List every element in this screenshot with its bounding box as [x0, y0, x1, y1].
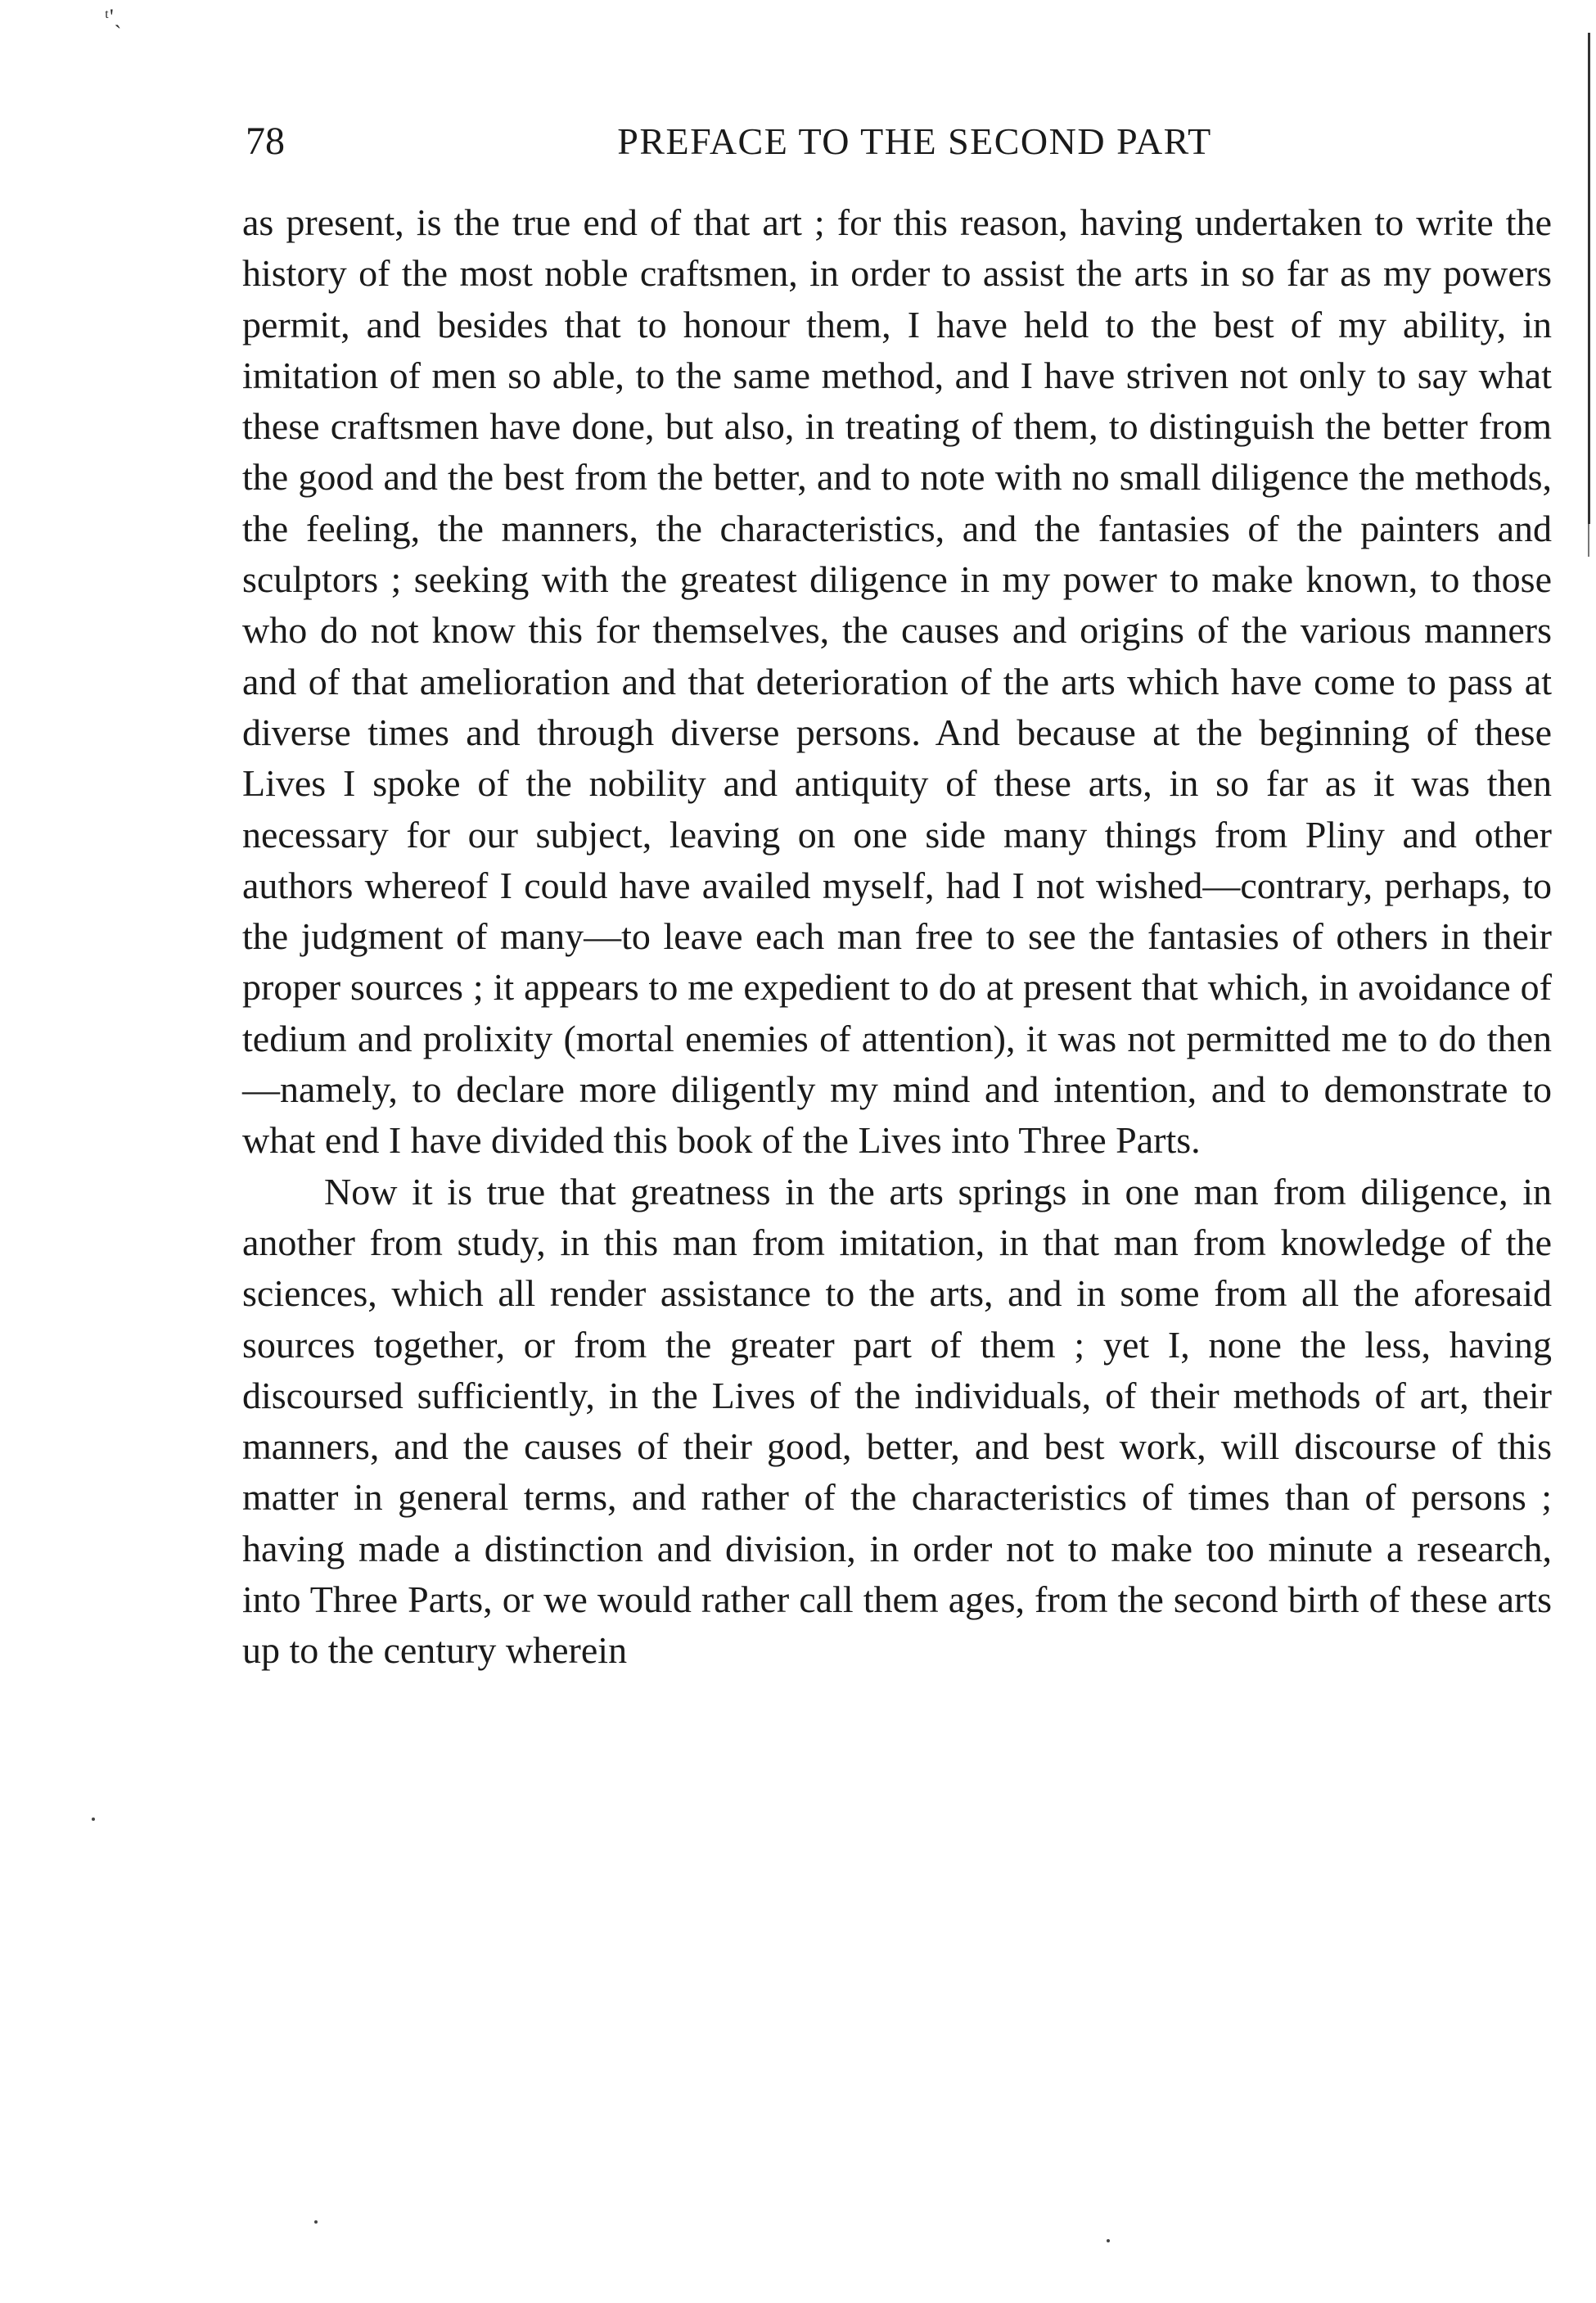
scan-speck [92, 1818, 95, 1821]
paragraph: Now it is true that greatness in the arts springs in one man from diligence, in another from study, in this man from imitation, in that man from knowledge of the sciences, which all render assistance to the arts, and in some from all the aforesaid sources together, or from the greater part of them ; yet I, none the less, having discoursed sufficiently, in the Lives of the individuals, of their methods of art, their manners, and the causes of their good, better, and best work, will discourse of this matter in general terms, and rather of the characteristics of times than of persons ; having made a distinction and division, in order not to make too minute a research, into Three Parts, or we would rather call them ages, from the second birth of these arts up to the century wherein [242, 1170, 1552, 1672]
page-number: 78 [246, 120, 285, 163]
running-head: PREFACE TO THE SECOND PART [617, 120, 1212, 162]
scan-edge-line [1588, 33, 1590, 524]
paragraph: as present, is the true end of that art ; for this reason, having undertaken to write the history of the most noble craftsmen, in order to assist the arts in so far as my powers permit, and besides that to honour them, I have held to the best of my ability, in imitation of men so able, to the same method, and I have striven not only to say what these craftsmen have done, but also, in treating of them, to distinguish the better from the good and the best from the better, and to note with no small diligence the methods, the feeling, the manners, the characteristics, and the fantasies of the painters and sculptors ; seeking with the greatest diligence in my power to make known, to those who do not know this for themselves, the causes and origins of the various manners and of that amelioration and that deterioration of the arts which have come to pass at diverse times and through diverse persons. And because at the beginning of these Lives I spoke of the nobility and antiquity of these arts, in so far as it was then necessary for our subject, leaving on one side many things from Pliny and other authors whereof I could have availed myself, had I not wished—contrary, perhaps, to the judgment of many—to leave each man free to see the fantasies of others in their proper sources ; it appears to me expedient to do at present that which, in avoidance of tedium and prolixity (mortal enemies of attention), it was not permitted me to do then—namely, to declare more diligently my mind and intention, and to demonstrate to what end I have divided this book of the Lives into Three Parts. [242, 201, 1552, 1162]
scan-speck [314, 2220, 318, 2224]
page-header [246, 113, 1551, 170]
corner-mark: ᵗ'ˎ [105, 5, 123, 29]
scan-speck [1107, 2239, 1110, 2242]
scan-edge-line-lower [1588, 524, 1589, 557]
body-text [242, 197, 1552, 1677]
